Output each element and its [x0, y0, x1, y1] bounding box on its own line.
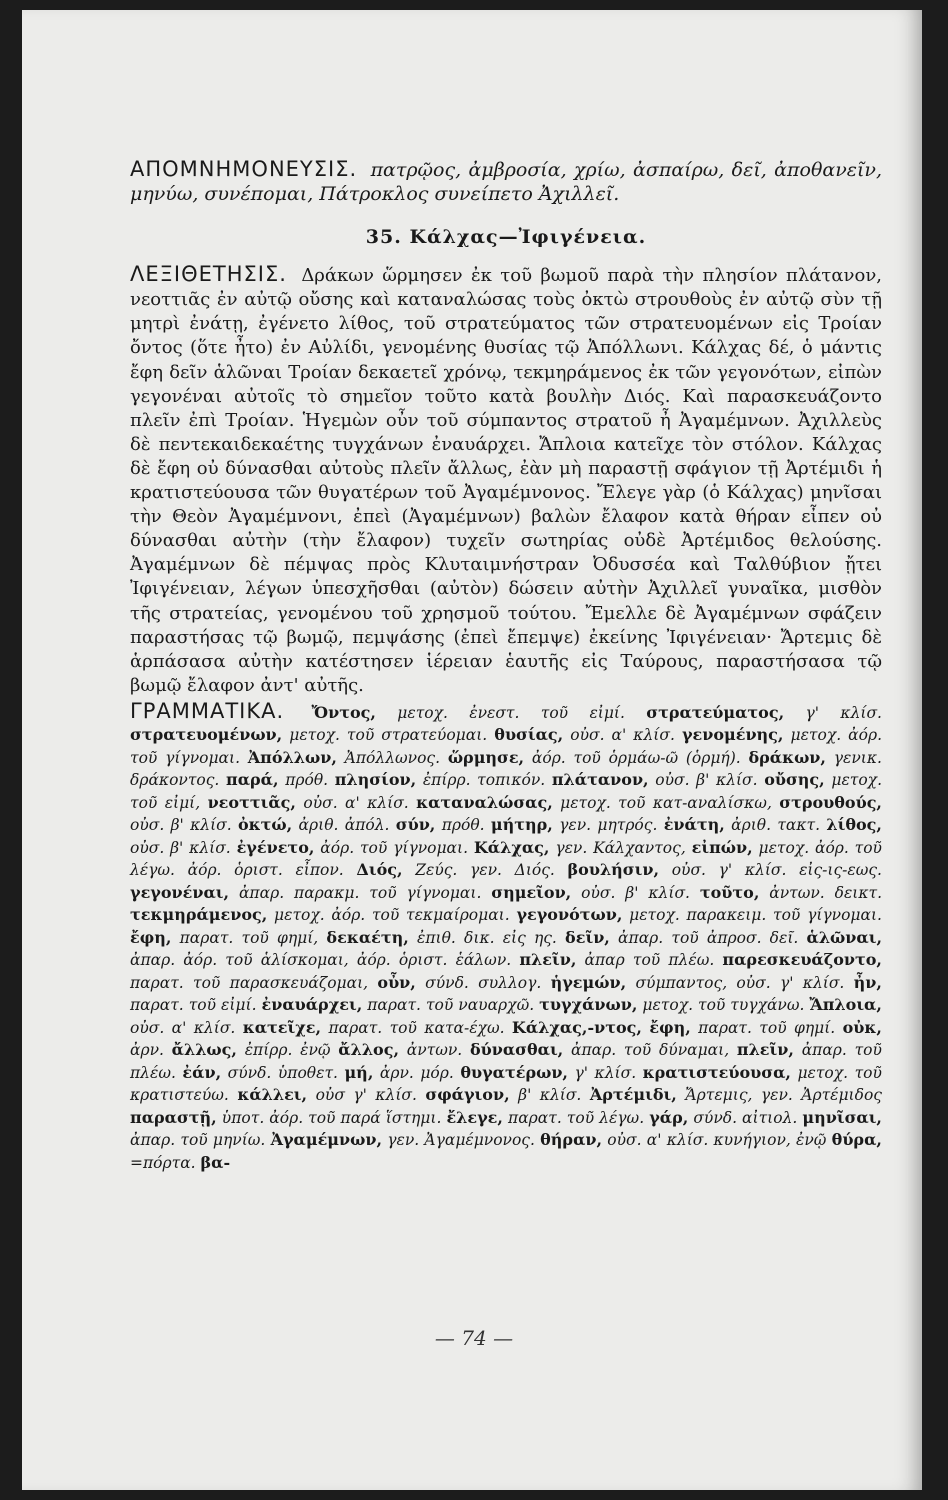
grammar-note: παρατ. τοῦ φημί.	[698, 1018, 836, 1037]
grammar-note: μετοχ. τοῦ εἰμί,	[130, 771, 882, 812]
grammar-note: μετοχ. τοῦ τυγχάνω.	[642, 996, 805, 1015]
grammar-term: τεκμηράμενος,	[130, 905, 268, 925]
grammar-term: ἔφη,	[649, 1017, 691, 1037]
grammar-term: μή,	[344, 1062, 374, 1082]
grammar-note: μετοχ. τοῦ κρατιστεύω.	[130, 1063, 882, 1105]
grammar-note: μετοχ. τοῦ στρατεύομαι.	[289, 726, 488, 745]
grammar-note: παρατ. τοῦ παρασκευάζομαι,	[130, 973, 369, 992]
grammar-term: πλεῖν,	[519, 950, 577, 970]
grammar-term: ὀκτώ,	[237, 815, 293, 835]
grammar-term: οὐκ,	[842, 1017, 882, 1037]
grammar-note: ἀπαρ. τοῦ ἀπροσ. δεῖ.	[618, 928, 799, 947]
grammar-note: παρατ. τοῦ λέγω.	[508, 1108, 645, 1127]
grammar-term: σύν,	[395, 815, 436, 835]
grammar-note: Ζεύς. γεν. Διός.	[415, 861, 555, 880]
grammar-term: οὖν,	[377, 972, 416, 992]
grammar-term: σημεῖον,	[491, 882, 572, 902]
grammar-note: οὐσ. β' κλίσ.	[130, 816, 232, 835]
grammar-term: βα-	[200, 1152, 231, 1172]
grammar-note: ἐπιθ. δικ. εἰς ης.	[417, 928, 557, 947]
grammar-term: γενομένης,	[681, 725, 784, 745]
grammar-term: τοῦτο,	[699, 882, 760, 902]
grammar-note: ἀρν.	[130, 1041, 164, 1060]
grammar-note: ἀπαρ. τοῦ δύναμαι,	[570, 1041, 730, 1060]
grammar-term: σφάγιον,	[425, 1085, 510, 1105]
grammar-note: γεν. Ἀγαμέμνονος.	[387, 1131, 535, 1150]
grammar-term: Ὄντος,	[311, 702, 376, 722]
grammar-term: Κάλχας,-ντος,	[511, 1017, 642, 1037]
lesson-heading: 35. Κάλχας—Ἰφιγένεια.	[365, 226, 647, 249]
grammar-term: δεῖν,	[565, 927, 610, 947]
grammar-term: ἐάν,	[182, 1062, 222, 1082]
grammar-term: πλεῖν,	[736, 1040, 794, 1060]
grammar-term: ἁλῶναι,	[806, 927, 883, 947]
grammar-note: γεν. μητρός.	[559, 816, 658, 835]
grammar-term: ὥρμησε,	[447, 747, 525, 767]
grammar-term: ἄλλως,	[171, 1040, 237, 1060]
grammar-term: εἰπών,	[691, 837, 753, 857]
grammar-note: οὐσ. γ' κλίσ.	[736, 973, 845, 992]
grammar-term: Ἀπόλλων,	[247, 747, 337, 767]
grammar-note: οὐσ. α' κλίσ.	[570, 726, 675, 745]
page-content	[130, 158, 882, 1174]
grammar-note: =πόρτα.	[130, 1153, 196, 1172]
grammar-note: οὐσ. β' κλίσ.	[130, 838, 231, 857]
grammar-note: μετοχ. ἀόρ. τοῦ γίγνομαι.	[130, 726, 883, 767]
grammar-note: ἀριθ. ἀπόλ.	[298, 816, 390, 835]
grammar-note: β' κλίσ.	[518, 1086, 582, 1105]
grammar-term: γεγονέναι,	[130, 882, 230, 902]
grammar-term: στρατεύματος,	[646, 702, 785, 722]
grammar-note: ἀπαρ. παρακμ. τοῦ γίγνομαι.	[238, 883, 482, 902]
grammar-term: ἐνάτη,	[663, 815, 725, 835]
grammar-note: ἀριθ. τακτ.	[731, 816, 821, 835]
grammar-note: ἐπίρρ. τοπικόν.	[422, 771, 546, 790]
grammar-term: πλάτανον,	[551, 770, 649, 790]
grammar-term: ἦν,	[853, 972, 882, 992]
grammar-term: ἐναυάρχει,	[261, 995, 363, 1015]
grammar-note: ἀόρ. τοῦ ὁρμάω-ῶ (ὁρμή).	[531, 748, 741, 767]
memorization-paragraph	[130, 158, 882, 206]
grammar-term: παρά,	[226, 770, 279, 790]
grammar-term: μήτηρ,	[490, 815, 553, 835]
memorization-label: ΑΠΟΜΝΗΜΟΝΕΥΣΙΣ.	[130, 157, 358, 181]
reading-text: Δράκων ὥρμησεν ἐκ τοῦ βωμοῦ παρὰ τὴν πλησίον πλάτανον, νεοττιᾶς ἐν αὐτῷ οὔσης καὶ καταναλώσας τοὺς ὀκτὼ στρουθοὺς ἐν αὐτῷ σὺν τῇ μητρὶ ἐνάτῃ, ἐγένετο λίθος, τοῦ στρατεύματος τῶν στρατευομένων εἰς Τροίαν ὄντος (ὅτε ἦτο) ἐν Αὐλίδι, γενομένης θυσίας τῷ Ἀπόλλωνι. Κάλχας δέ, ὁ μάντις ἔφη δεῖν ἁλῶναι Τροίαν δεκαετεῖ χρόνῳ, τεκμηράμενος ἐκ τῶν γεγονότων, εἰπὼν γεγονέναι αὐτοῖς τὸ σημεῖον τοῦτο κατὰ βουλὴν Διός. Καὶ παρασκευάζοντο πλεῖν ἐπὶ Τροίαν. Ἡγεμὼν οὖν τοῦ σύμπαντος στρατοῦ ἦ Ἀγαμέμνων. Ἀχιλλεὺς δὲ πεντεκαιδεκαέτης τυγχάνων ἐναυάρχει. Ἄπλοια κατεῖχε τὸν στόλον. Κάλχας δὲ ἔφη οὐ δύνασθαι αὐτοὺς πλεῖν ἄλλως, ἐὰν μὴ παραστῇ σφάγιον τῇ Ἀρτέμιδι ἡ κρατιστεύουσα τῶν θυγατέρων τοῦ Ἀγαμέμνονος. Ἔλεγε γὰρ (ὁ Κάλχας) μηνῖσαι τὴν Θεὸν Ἀγαμέμνονι, ἐπεὶ (Ἀγαμέμνων) βαλὼν ἔλαφον κατὰ θήραν εἶπεν οὐ δύνασθαι αὐτὴν (τὴν ἔλαφον) τυχεῖν σωτηρίας οὐδὲ Ἀρτέμιδος θελούσης. Ἀγαμέμνων δὲ πέμψας πρὸς Κλυταιμνήστραν Ὀδυσσέα καὶ Ταλθύβιον ᾔτει Ἰφιγένειαν, λέγων ὑπεσχῆσθαι (αὐτὸν) δώσειν αὐτὴν Ἀχιλλεῖ γυναῖκα, μισθὸν τῆς στρατείας, γενομένου τοῦ χρησμοῦ τούτου. Ἔμελλε δὲ Ἀγαμέμνων σφάζειν παραστήσας τῷ βωμῷ, πεμψάσης (ἐπεὶ ἔπεμψε) ἐκείνης Ἰφιγένειαν· Ἄρτεμις δὲ ἁρπάσασα αὐτὴν κατέστησεν ἱέρειαν ἑαυτῆς εἰς Ταύρους, παραστήσασα τῷ βωμῷ ἔλαφον ἀντ' αὐτῆς.	[130, 265, 882, 696]
grammar-note: γενικ. δράκοντος.	[130, 748, 882, 790]
grammar-note: ἐπίρρ. ἐνῷ	[244, 1041, 331, 1060]
grammar-term: ἔφη,	[130, 927, 172, 947]
grammar-term: μηνῖσαι,	[802, 1107, 882, 1127]
grammar-note: γ' κλίσ.	[574, 1063, 637, 1082]
grammar-note: ἀντων. δεικτ.	[769, 883, 883, 902]
grammar-note: μετοχ. ἀόρ. τοῦ τεκμαίρομαι.	[274, 906, 510, 925]
grammar-note: Ἀπόλλωνος.	[344, 748, 441, 767]
grammar-note: γ' κλίσ.	[805, 703, 882, 722]
grammar-note: οὐσ. α' κλίσ. κυνήγιον, ἐνῷ	[607, 1131, 827, 1150]
grammar-term: Διός,	[356, 860, 403, 880]
grammar-note: ὑποτ. ἀόρ. τοῦ παρά ἵστημι.	[221, 1108, 442, 1127]
grammar-note: ἀπαρ. τοῦ μηνίω.	[130, 1131, 266, 1150]
grammar-term: κάλλει,	[237, 1085, 308, 1105]
grammar-note: σύνδ. συλλογ.	[425, 973, 542, 992]
grammar-term: οὔσης,	[764, 770, 825, 790]
grammar-note: παρατ. τοῦ φημί,	[179, 928, 319, 947]
grammar-term: θυγατέρων,	[460, 1062, 568, 1082]
grammar-note: Ἄρτεμις, γεν. Ἀρτέμιδος	[685, 1086, 882, 1105]
grammar-note: μετοχ. τοῦ κατ-αναλίσκω,	[560, 793, 772, 812]
reading-paragraph	[130, 262, 882, 698]
grammar-term: νεοττιᾶς,	[207, 792, 296, 812]
grammar-paragraph	[130, 700, 882, 1175]
memorization-text: πατρῷος, ἀμβροσία, χρίω, ἀσπαίρω, δεῖ, ἀποθανεῖν, μηνύω, συνέπομαι, Πάτροκλος συνείπετο Ἀχιλλεῖ.	[130, 159, 882, 205]
grammar-note: οὐσ. β' κλίσ.	[581, 883, 690, 902]
grammar-term: δύνασθαι,	[469, 1040, 564, 1060]
grammar-note: οὐσ. β' κλίσ.	[655, 771, 758, 790]
grammar-term: ἡγεμών,	[550, 972, 627, 992]
grammar-term: Ἄπλοια,	[809, 995, 882, 1015]
grammar-term: θύρα,	[831, 1130, 882, 1150]
grammar-term: γεγονότων,	[516, 905, 623, 925]
grammar-term: δεκαέτη,	[326, 927, 409, 947]
page-number: — 74 —	[434, 1326, 514, 1350]
grammar-note: σύνδ. ὑποθετ.	[227, 1063, 338, 1082]
grammar-term: γάρ,	[649, 1107, 689, 1127]
grammar-term: παρεσκευάζοντο,	[722, 950, 882, 970]
grammar-note: παρατ. τοῦ κατα-έχω.	[328, 1018, 505, 1037]
book-page	[22, 10, 922, 1490]
grammar-note: οὐσ. α' κλίσ.	[303, 793, 409, 812]
grammar-note: παρατ. τοῦ ναυαρχῶ.	[367, 996, 535, 1015]
grammar-note: ἀόρ. τοῦ γίγνομαι.	[320, 838, 469, 857]
grammar-term: κατεῖχε,	[242, 1017, 322, 1037]
grammar-note: σύμπαντος,	[635, 973, 728, 992]
grammar-term: καταναλώσας,	[416, 792, 553, 812]
grammar-term: παραστῇ,	[130, 1107, 217, 1127]
grammar-note: μετοχ. ἀόρ. τοῦ λέγω. ἀόρ. ὁριστ. εἶπον.	[130, 838, 882, 880]
grammar-note: οὐσ γ' κλίσ.	[315, 1086, 417, 1105]
grammar-note: πρόθ.	[441, 816, 485, 835]
grammar-note: ἀπαρ. τοῦ πλέω.	[130, 1041, 882, 1082]
grammar-note: οὐσ. α' κλίσ.	[130, 1018, 236, 1037]
grammar-term: στρουθούς,	[779, 792, 882, 812]
grammar-note: πρόθ.	[285, 771, 329, 790]
grammar-note: παρατ. τοῦ εἰμί.	[130, 996, 257, 1015]
reading-label: ΛΕΞΙΘΕΤΗΣΙΣ.	[130, 262, 287, 287]
grammar-term: κρατιστεύουσα,	[642, 1062, 791, 1082]
grammar-term: δράκων,	[748, 747, 826, 767]
grammar-term: Κάλχας,	[473, 837, 550, 857]
grammar-note: ἀπαρ. ἀόρ. τοῦ ἁλίσκομαι, ἀόρ. ὁριστ. ἑάλων.	[130, 951, 512, 970]
grammar-note: ἀρν. μόρ.	[379, 1063, 454, 1082]
grammar-term: Ἀγαμέμνων,	[270, 1130, 383, 1150]
grammar-term: θήραν,	[540, 1130, 603, 1150]
grammar-note: μετοχ. ἐνεστ. τοῦ εἰμί.	[397, 703, 625, 722]
grammar-term: ἔλεγε,	[446, 1107, 503, 1127]
grammar-term: πλησίον,	[334, 770, 417, 790]
grammar-note: μετοχ. παρακειμ. τοῦ γίγνομαι.	[629, 906, 882, 925]
grammar-term: στρατευομένων,	[130, 725, 283, 745]
grammar-term: θυσίας,	[494, 725, 564, 745]
grammar-note: γεν. Κάλχαντος,	[555, 838, 686, 857]
grammar-label: ΓΡΑΜΜΑΤΙΚΑ.	[130, 698, 285, 723]
grammar-term: Ἀρτέμιδι,	[589, 1085, 677, 1105]
grammar-term: βουλήσιν,	[567, 860, 660, 880]
grammar-term: ἐγένετο,	[236, 837, 315, 857]
grammar-note: ἀντων.	[406, 1041, 463, 1060]
grammar-term: τυγχάνων,	[539, 995, 638, 1015]
grammar-note: οὐσ. γ' κλίσ. εἰς-ις-εως.	[671, 861, 882, 880]
grammar-note: σύνδ. αἰτιολ.	[693, 1108, 798, 1127]
grammar-term: λίθος,	[826, 815, 882, 835]
grammar-term: ἄλλος,	[338, 1040, 400, 1060]
grammar-note: ἀπαρ τοῦ πλέω.	[584, 951, 715, 970]
